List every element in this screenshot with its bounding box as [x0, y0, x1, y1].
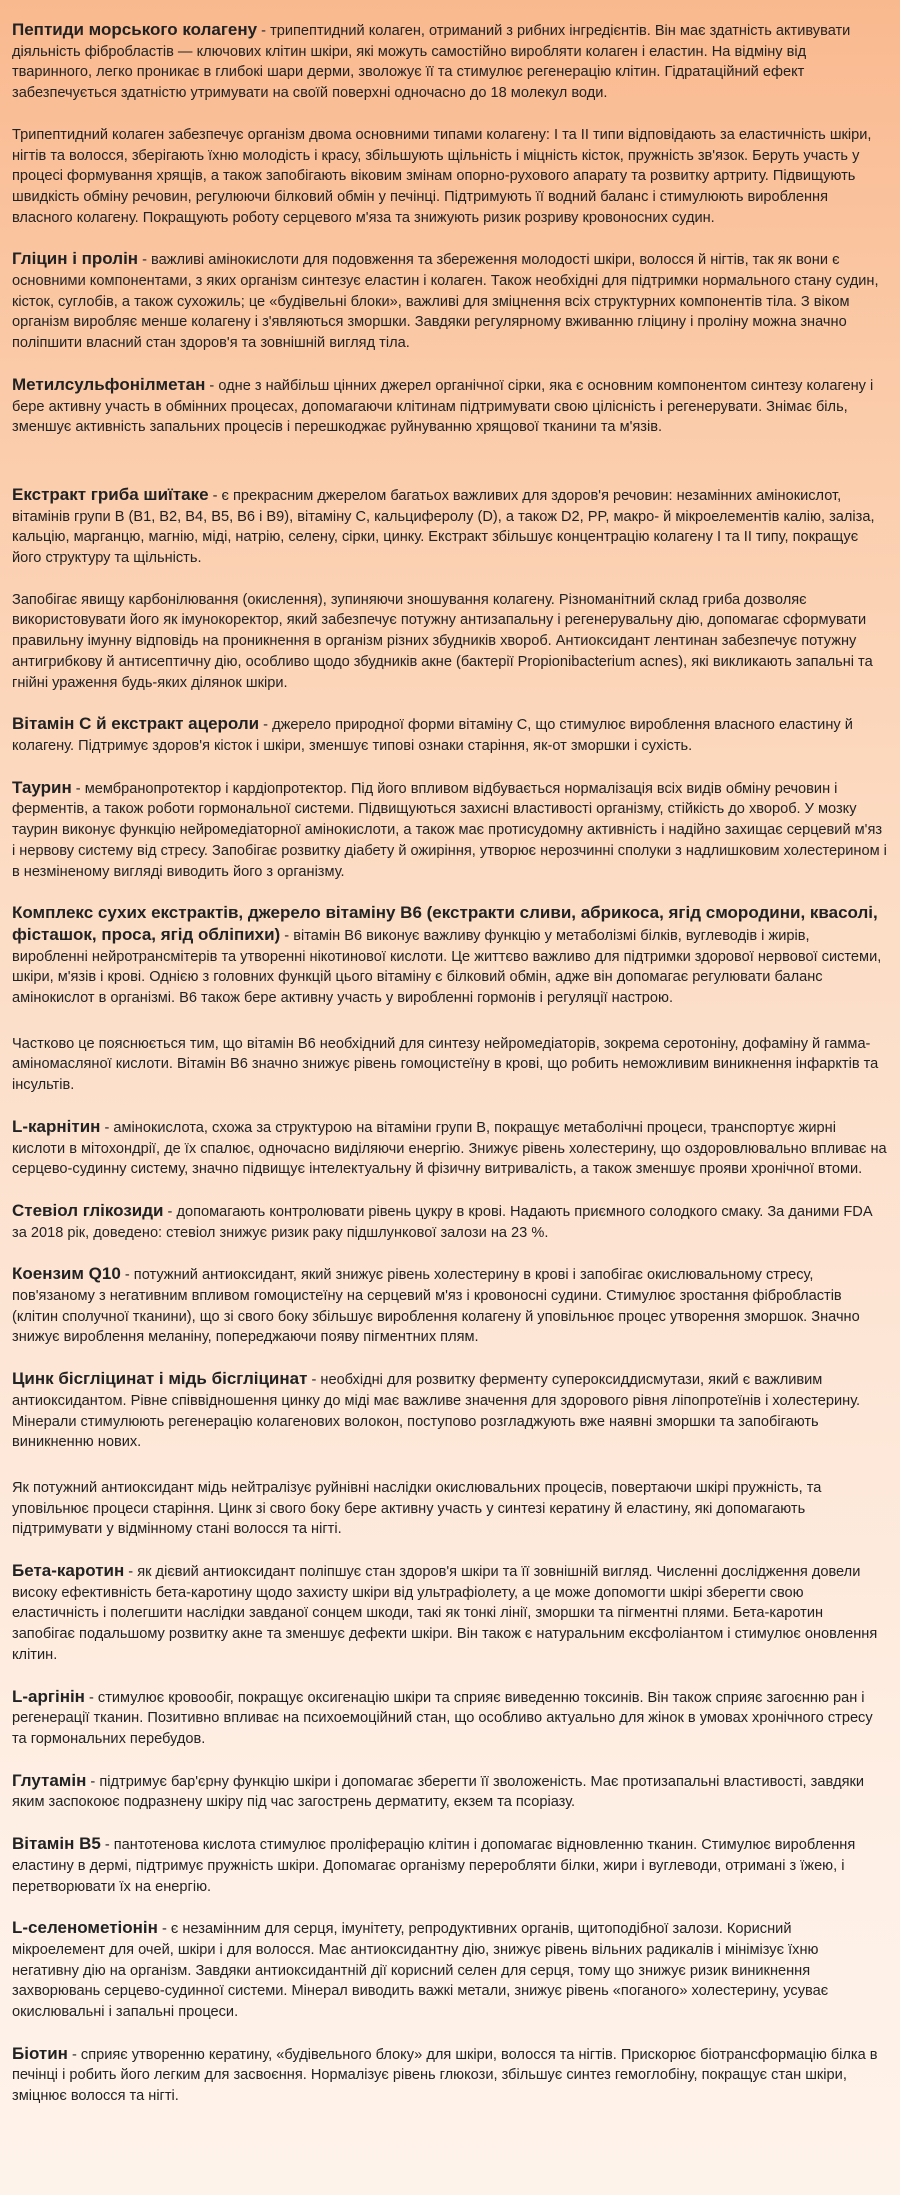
paragraph-zinc-copper-continued: [12, 1478, 888, 1540]
paragraph-zinc-copper: [12, 1369, 888, 1453]
paragraph-biotin: [12, 2044, 888, 2107]
paragraph-text: - є незамінним для серця, імунітету, репродуктивних органів, щитоподібної залози. Корисний мікроелемент для очей, шкіри і для волосся. Має антиоксидантну дію, знижує рівень вільних радикалів і мінімізує їхню негативну дію на організм. Завдяки антиоксидантній дії корисний селен для серця, тому що знижує ризик виникнення захворювань серцево-судинної системи. Мінерал виводить важкі метали, знижує рівень «поганого» холестерину, усуває окислювальні і запальні процеси.: [12, 1921, 829, 2021]
paragraph-beta-carotene: [12, 1561, 888, 1666]
paragraph-text: Трипептидний колаген забезпечує організм двома основними типами колагену: I та II типи відповідають за еластичність шкіри, нігтів та волосся, зберігають їхню молодість і красу, збільшують щільність і міцність кісток, пружність зв'язок. Беруть участь у процесі формування хрящів, а також запобігають віковим змінам опорно-рухового апарату та розвитку артриту. Підвищують швидкість обміну речовин, регулюючи білковий обмін у печінці. Підтримують її водний баланс і стимулюють вироблення власного колагену. Покращують роботу серцевого м'яза та знижують ризик розриву кровоносних судин.: [12, 126, 872, 226]
paragraph-text: Частково це пояснюється тим, що вітамін В6 необхідний для синтезу нейромедіаторів, зокрема серотоніну, дофаміну й гамма-аміномасляної кислоти. Вітамін В6 значно знижує рівень гомоцистеїну в крові, що робить неможливим виникнення інфарктів та інсультів.: [12, 1035, 879, 1094]
paragraph-msm: [12, 375, 888, 438]
paragraph-text: - підтримує бар'єрну функцію шкіри і допомагає зберегти її зволоженість. Має протизапальні властивості, завдяки яким заспокоює подразнену шкіру під час загострень дерматиту, екзем та псоріазу.: [12, 1773, 865, 1811]
paragraph-l-selenomethionine: [12, 1918, 888, 2023]
paragraph-vitamin-c: [12, 714, 888, 756]
paragraph-text: Запобігає явищу карбонілювання (окислення), зупиняючи зношування колагену. Різноманітний склад гриба дозволяє використовувати його як імунокоректор, який забезпечує потужну антизапальну і регенерувальну дію, допомагає сформувати правильну імунну відповідь на проникнення в організм різних збудників хвороб. Антиоксидант лентинан забезпечує потужну антигрибкову й антисептичну дію, особливо щодо збудників акне (бактерії Propionibacterium acnes), які викликають запальні та гнійні ураження будь-яких ділянок шкіри.: [12, 591, 873, 691]
paragraph-text: Як потужний антиоксидант мідь нейтралізує руйнівні наслідки окислювальних процесів, повертаючи шкірі пружність, та уповільнює процеси старіння. Цинк зі свого боку бере активну участь у синтезі кератину й еластину, які допомагають підтримувати у відмінному стані волосся та нігті.: [12, 1479, 822, 1538]
paragraph-text: - мембранопротектор і кардіопротектор. Під його впливом відбувається нормалізація всіх видів обміну речовин і ферментів, а також роботи гормональної системи. Підвищуються захисні властивості організму, стійкість до хвороб. У мозку таурин виконує функцію нейромедіаторної амінокислоти, а також має протисудомну активність і надійно захищає серцевий м'яз і нервову систему від стресу. Запобігає розвитку діабету й ожиріння, утворює нерозчинні сполуки з надлишковим холестерином і в незміненому вигляді виводить його з організму.: [12, 780, 887, 880]
paragraph-text: - трипептидний колаген, отриманий з рибних інгредієнтів. Він має здатність активувати діяльність фібробластів — ключових клітин шкіри, які можуть самостійно виробляти колаген і еластин. На відміну від тваринного, легко проникає в глибокі шари дерми, зволожує її та стимулює регенерацію клітин. Гідратаційний ефект забезпечується здатністю утримувати на своїй поверхні одночасно до 18 молекул води.: [12, 23, 851, 102]
paragraph-text: - допомагають контролювати рівень цукру в крові. Надають приємного солодкого смаку. За даними FDA за 2018 рік, доведено: стевіол знижує ризик раку підшлункової залози на 23 %.: [12, 1203, 872, 1241]
term-heading: Гліцин і пролін: [12, 249, 139, 269]
term-heading: Коензим Q10: [12, 1264, 121, 1284]
paragraph-text: - сприяє утворенню кератину, «будівельного блоку» для шкіри, волосся та нігтів. Прискорює біотрансформацію білка в печінці і робить його легким для засвоєння. Нормалізує рівень глюкози, збільшує синтез гемоглобіну, покращує стан шкіри, зміцнює волосся та нігті.: [12, 2046, 878, 2105]
paragraph-text: - вітамін В6 виконує важливу функцію у метаболізмі білків, вуглеводів і жирів, виробленні нейротрансмітерів та утворенні нікотинової кислоти. Це життєво важливо для підтримки здорової нервової системи, шкіри, м'язів і крові. Однією з головних функцій цього вітаміну є білковий обмін, адже він допомагає регулювати баланс амінокислот в організмі. В6 також бере активну участь у виробленні гормонів і регуляції настрою.: [12, 927, 882, 1007]
term-heading: Комплекс сухих екстрактів, джерело вітаміну В6 (екстракти сливи, абрикоса, ягід смородини, квасолі, фісташок, проса, ягід обліпихи): [12, 903, 878, 944]
term-heading: L-селенометіонін: [12, 1918, 158, 1938]
paragraph-glycine-proline: [12, 249, 888, 354]
paragraph-vitamin-b5: [12, 1834, 888, 1897]
term-heading: Цинк бісгліцинат і мідь бісгліцинат: [12, 1369, 308, 1389]
term-heading: Екстракт гриба шиїтаке: [12, 484, 209, 504]
term-heading: Вітамін С й екстракт ацероли: [12, 714, 260, 734]
paragraph-text: - пантотенова кислота стимулює проліферацію клітин і допомагає відновленню тканин. Стимулює вироблення еластину в дермі, підтримує пружність шкіри. Допомагає організму переробляти білки, жири і вуглеводи, отримані з їжею, і перетворювати їх на енергію.: [12, 1837, 856, 1895]
term-heading: Стевіол глікозиди: [12, 1200, 164, 1220]
paragraph-b6-continued: [12, 1034, 888, 1096]
paragraph-marine-collagen: [12, 20, 888, 104]
paragraph-text: - важливі амінокислоти для подовження та збереження молодості шкіри, волосся й нігтів, так як вони є основними компонентами, з яких організм синтезує еластин і колаген. Також необхідні для підтримки нормального стану судин, кісток, суглобів, а також сухожиль; це «будівельні блоки», важливі для зміцнення всіх структурних компонентів тіла. З віком організм виробляє менше колагену і з'являються зморшки. Завдяки регулярному вживанню гліцину і проліну можна значно поліпшити власний стан здоров'я та зовнішній вигляд тіла.: [12, 252, 879, 352]
term-heading: Бета-каротин: [12, 1561, 125, 1581]
paragraph-text: - як дієвий антиоксидант поліпшує стан здоров'я шкіри та її зовнішній вигляд. Численні дослідження довели високу ефективність бета-каротину щодо захисту шкіри від ультрафіолету, а це може допомогти шкірі зберегти свою еластичність і полегшити наслідки завданої сонцем шкоди, такі як тонкі лінії, зморшки та пігментні плями. Бета-каротин запобігає подальшому розвитку акне та зменшує дефекти шкіри. Він також є натуральним ексфоліантом і стимулює оновлення клітин.: [12, 1564, 878, 1663]
term-heading: Біотин: [12, 2043, 68, 2063]
paragraph-text: - одне з найбільш цінних джерел органічної сірки, яка є основним компонентом синтезу колагену і бере активну участь в обмінних процесах, допомагаючи клітинам підтримувати свою цілісність і регенерувати. Знімає біль, зменшує активність запальних процесів і перешкоджає руйнуванню хрящової тканини та м'язів.: [12, 377, 874, 436]
paragraph-l-arginine: [12, 1687, 888, 1750]
paragraph-text: - є прекрасним джерелом багатьох важливих для здоров'я речовин: незамінних амінокислот, вітамінів групи В (B1, B2, B4, B5, B6 і B9), вітаміну С, кальциферолу (D), а також D2, PP, макро- й мікроелементів калію, заліза, кальцію, марганцю, магнію, міді, натрію, селену, сірки, цинку. Екстракт збільшує концентрацію колагену I та II типу, покращує його структуру та щільність.: [12, 487, 875, 567]
paragraph-shiitake: [12, 485, 888, 569]
term-heading: Таурин: [12, 777, 72, 797]
paragraph-taurine: [12, 778, 888, 883]
paragraph-coenzyme-q10: [12, 1264, 888, 1348]
paragraph-text: - амінокислота, схожа за структурою на вітаміни групи В, покращує метаболічні процеси, транспортує жирні кислоти в мітохондрії, де їх спалює, одночасно виділяючи енергію. Знижує рівень холестерину, що оздоровлювально впливає на серцево-судинну систему, значно підвищує інтелектуальну й фізичну витривалість, а також зменшує прояви хронічної втоми.: [12, 1119, 887, 1178]
term-heading: Вітамін В5: [12, 1834, 101, 1854]
term-heading: Глутамін: [12, 1770, 87, 1790]
paragraph-text: - необхідні для розвитку ферменту супероксиддисмутази, який є важливим антиоксидантом. Рівне співвідношення цинку до міді має важливе значення для здорового рівня ліпопротеїнів і холестерину. Мінерали стимулюють регенерацію колагенових волокон, поступово розгладжують вже наявні зморшки та запобігають виникненню нових.: [12, 1372, 861, 1451]
paragraph-shiitake-continued: [12, 590, 888, 694]
paragraph-glutamine: [12, 1771, 888, 1813]
paragraph-steviol: [12, 1201, 888, 1243]
paragraph-text: - стимулює кровообіг, покращує оксигенацію шкіри та сприяє виведенню токсинів. Він також сприяє загоєнню ран і регенерації тканин. Позитивно впливає на психоемоційний стан, що особливо актуально для жінок в умовах хронічного стресу та гормональних перебудов.: [12, 1689, 873, 1747]
paragraph-text: - потужний антиоксидант, який знижує рівень холестерину в крові і запобігає окислювальному стресу, пов'язаному з негативним впливом гомоцистеїну на серцевий м'яз і кровоносні судини. Стимулює зростання фібробластів (клітин сполучної тканини), що зі свого боку збільшує вироблення колагену й уповільнює процес утворення зморшок. Значно знижує вироблення меланіну, попереджаючи появу пігментних плям.: [12, 1267, 860, 1346]
paragraph-collagen-types: [12, 125, 888, 229]
term-heading: L-карнітин: [12, 1116, 101, 1136]
term-heading: L-аргінін: [12, 1686, 85, 1706]
paragraph-b6-complex: [12, 903, 888, 1009]
term-heading: Пептиди морського колагену: [12, 20, 258, 39]
term-heading: Метилсульфонілметан: [12, 374, 206, 394]
paragraph-l-carnitine: [12, 1117, 888, 1180]
paragraph-text: - джерело природної форми вітаміну С, що стимулює вироблення власного еластину й колагену. Підтримує здоров'я кісток і шкіри, зменшує типові ознаки старіння, як-от зморшки і сухість.: [12, 717, 853, 754]
